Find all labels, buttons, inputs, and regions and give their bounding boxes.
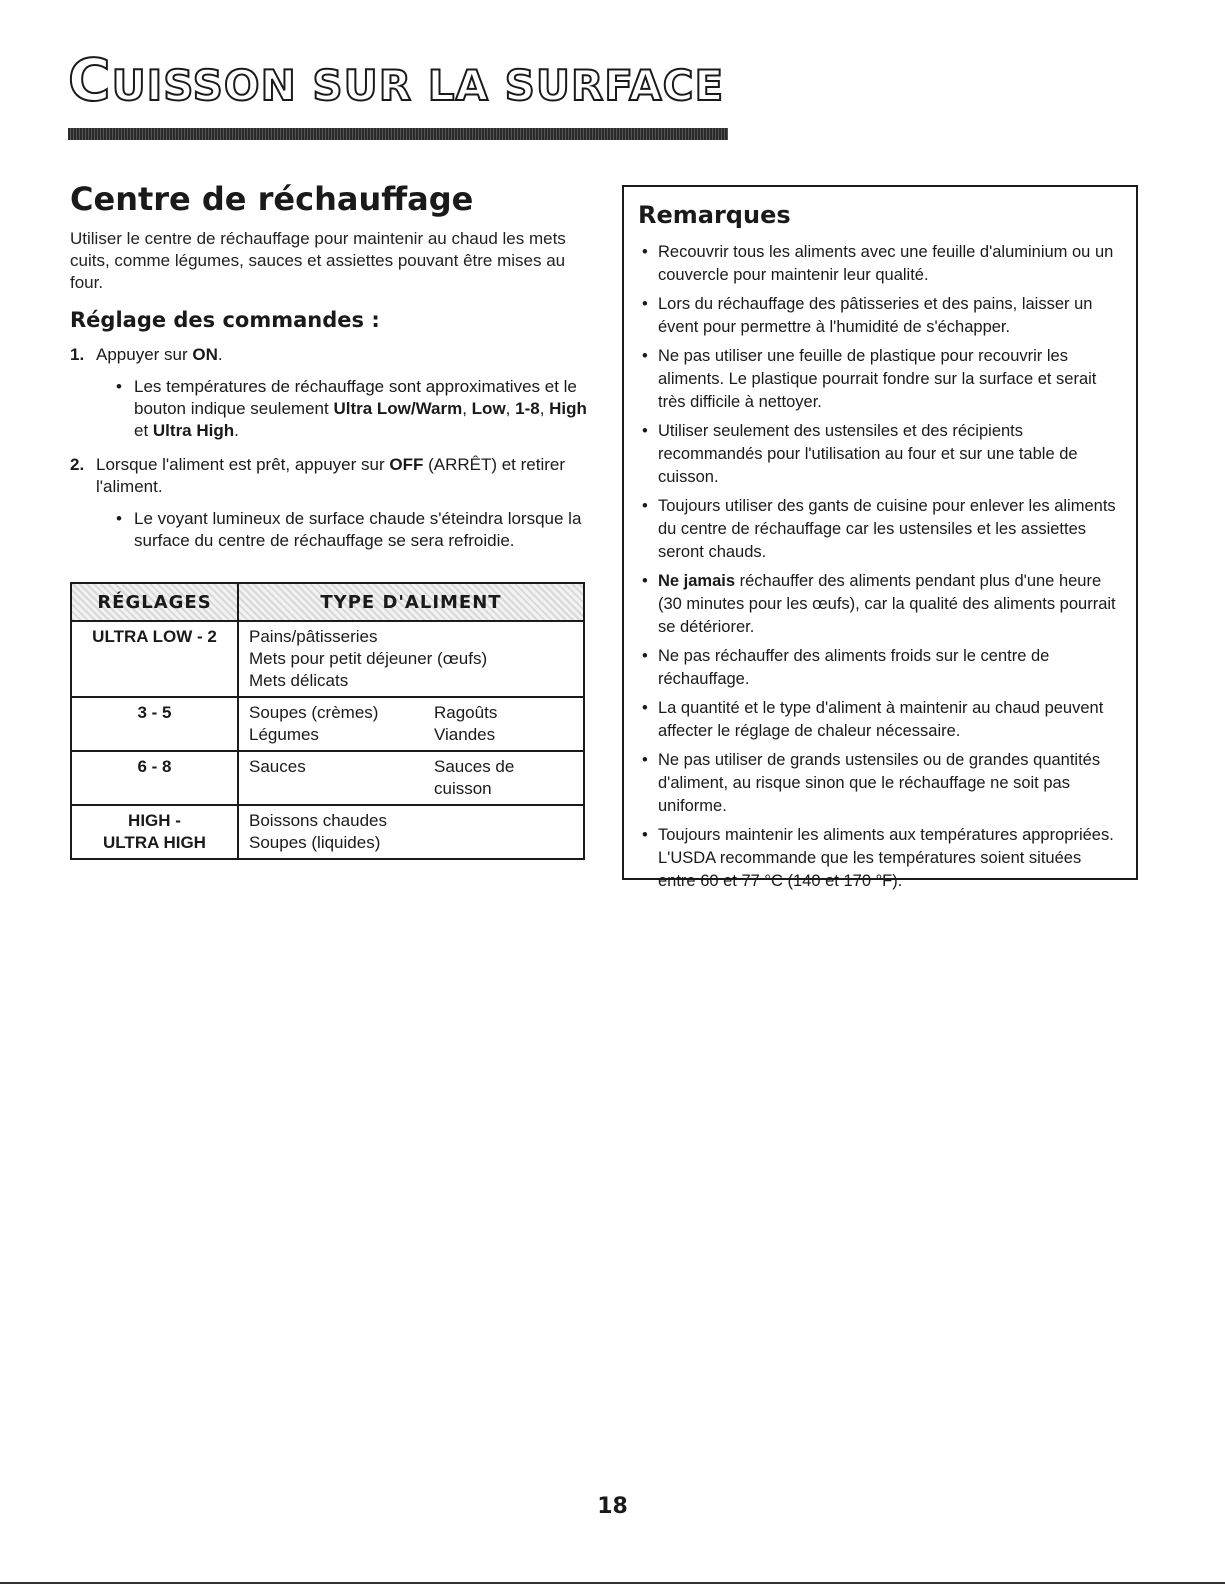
table-header-row <box>71 583 584 621</box>
list-item: • Toujours maintenir les aliments aux températures appropriées. L'USDA recommande que les températures soient situées entre 60 et 77 °C (140 et 170 °F). <box>642 826 1114 890</box>
list-item: • La quantité et le type d'aliment à maintenir au chaud peuvent affecter le réglage de chaleur nécessaire. <box>642 699 1104 740</box>
section-title: Centre de réchauffage <box>70 180 474 218</box>
page-title <box>68 46 724 114</box>
list-item: • Recouvrir tous les aliments avec une feuille d'aluminium ou un couvercle pour maintenir leur qualité. <box>642 243 1114 284</box>
step-number: 1. <box>70 345 85 364</box>
steps-list <box>70 344 590 552</box>
table-row <box>71 751 584 805</box>
table-row <box>71 697 584 751</box>
list-item: • Lors du réchauffage des pâtisseries et des pains, laisser un évent pour permettre à l'humidité de s'échapper. <box>642 295 1093 336</box>
step-1 <box>70 344 590 442</box>
step-number: 2. <box>70 455 85 474</box>
food-cell: Sauces Sauces de cuisson <box>238 751 584 805</box>
bottom-rule <box>0 1582 1225 1584</box>
bullet-dot: • <box>116 377 122 396</box>
list-item: • Toujours utiliser des gants de cuisine pour enlever les aliments du centre de réchauffage car les ustensiles et les assiettes seront chauds. <box>642 497 1116 561</box>
title-rule <box>68 128 728 140</box>
food-cell: Soupes (crèmes) Ragoûts Légumes Viandes <box>238 697 584 751</box>
warming-center-section <box>70 180 590 564</box>
header-food-type: TYPE D'ALIMENT <box>238 583 584 621</box>
list-item: • Ne pas utiliser une feuille de plastique pour recouvrir les aliments. Le plastique pourrait fondre sur la surface et serait très difficile à nettoyer. <box>642 347 1097 411</box>
setting-cell: 6 - 8 <box>71 751 238 805</box>
table-row <box>71 805 584 859</box>
page-number: 18 <box>597 1494 628 1519</box>
bullet-dot: • <box>116 509 122 528</box>
step-1-bullet: • Les températures de réchauffage sont approximatives et le bouton indique seulement Ultra Low/Warm, Low, 1-8, High et Ultra High. <box>116 377 587 440</box>
list-item: • Ne jamais réchauffer des aliments pendant plus d'une heure (30 minutes pour les œufs), car la qualité des aliments pourrait se détériorer. <box>642 572 1116 636</box>
food-cell: Boissons chaudes Soupes (liquides) <box>238 805 584 859</box>
step-text: Lorsque l'aliment est prêt, appuyer sur OFF (ARRÊT) et retirer l'aliment. <box>96 455 566 496</box>
list-item: • Ne pas utiliser de grands ustensiles ou de grandes quantités d'aliment, au risque sinon que le réchauffage ne soit pas uniforme. <box>642 751 1101 815</box>
list-item: • Ne pas réchauffer des aliments froids sur le centre de réchauffage. <box>642 647 1050 688</box>
remarks-box <box>622 185 1138 890</box>
header-settings: RÉGLAGES <box>71 583 238 621</box>
intro-paragraph: Utiliser le centre de réchauffage pour maintenir au chaud les mets cuits, comme légumes, sauces et assiettes pouvant être mises au four. <box>70 229 566 292</box>
list-item: • Utiliser seulement des ustensiles et des récipients recommandés pour l'utilisation au four et sur une table de cuisson. <box>642 422 1078 486</box>
setting-cell: 3 - 5 <box>71 697 238 751</box>
page-title-initial: C <box>68 46 112 114</box>
setting-cell: HIGH - ULTRA HIGH <box>71 805 238 859</box>
controls-subtitle: Réglage des commandes : <box>70 308 380 332</box>
remarks-title: Remarques <box>638 201 791 229</box>
food-cell: Pains/pâtisseries Mets pour petit déjeuner (œufs) Mets délicats <box>238 621 584 697</box>
settings-table <box>70 582 585 860</box>
step-2-bullet: • Le voyant lumineux de surface chaude s'éteindra lorsque la surface du centre de réchauffage se sera refroidie. <box>116 509 582 550</box>
step-2 <box>70 454 590 552</box>
setting-cell: ULTRA LOW - 2 <box>71 621 238 697</box>
step-text: Appuyer sur ON. <box>96 345 223 364</box>
table-row <box>71 621 584 697</box>
page-title-rest: UISSON SUR LA SURFACE <box>111 61 725 110</box>
